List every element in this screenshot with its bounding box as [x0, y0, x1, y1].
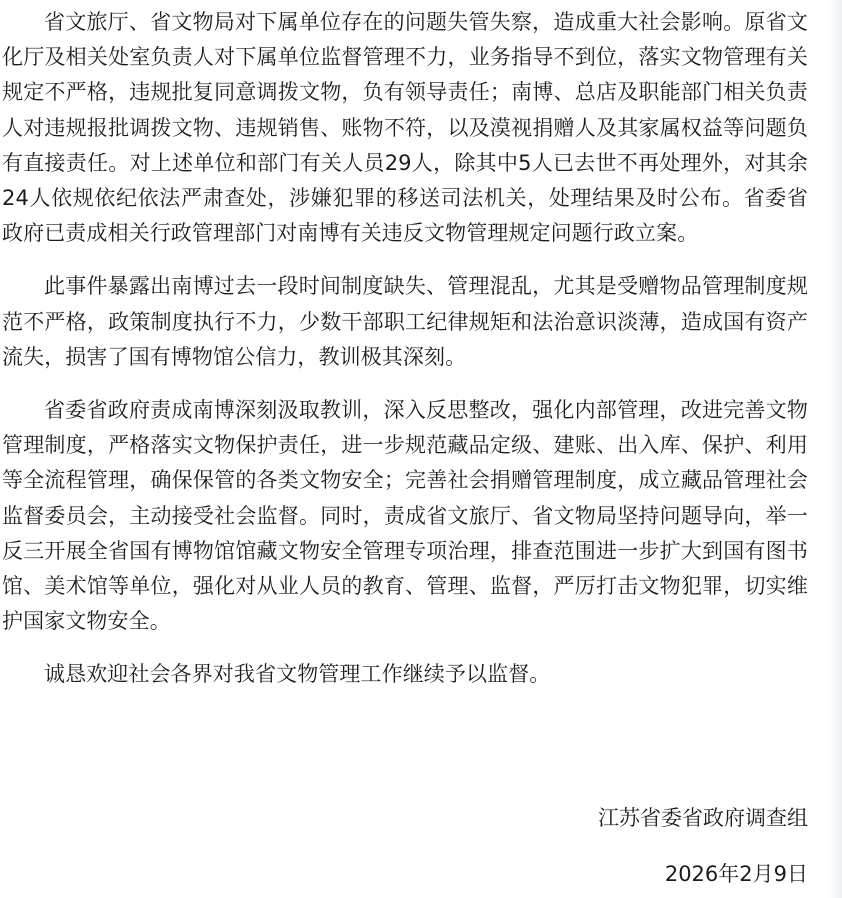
paragraph-lessons: 此事件暴露出南博过去一段时间制度缺失、管理混乱，尤其是受赠物品管理制度规范不严格，政策制度执行不力，少数干部职工纪律规矩和法治意识淡薄，造成国有资产流失，损害了国有博物馆公信力，教训极其深刻。: [2, 274, 808, 369]
paragraph-rectification: 省委省政府责成南博深刻汲取教训，深入反思整改，强化内部管理，改进完善文物管理制度，严格落实文物保护责任，进一步规范藏品定级、建账、出入库、保护、利用等全流程管理，确保保管的各类文物安全；完善社会捐赠管理制度，成立藏品管理社会监督委员会，主动接受社会监督。同时，责成省文旅厅、省文物局坚持问题导向，举一反三开展全省国有博物馆馆藏文物安全管理专项治理，排查范围进一步扩大到国有图书馆、美术馆等单位，强化对从业人员的教育、管理、监督，严厉打击文物犯罪，切实维护国家文物安全。: [2, 398, 808, 634]
document-date: 2026年2月9日: [664, 862, 808, 886]
document-body: [2, 5, 808, 713]
page-edge-shadow: [826, 0, 842, 898]
paragraph-accountability: 省文旅厅、省文物局对下属单位存在的问题失管失察，造成重大社会影响。原省文化厅及相关处室负责人对下属单位监督管理不力，业务指导不到位，落实文物管理有关规定不严格，违规批复同意调拨文物，负有领导责任；南博、总店及职能部门相关负责人对违规报批调拨文物、违规销售、账物不符，以及漠视捐赠人及其家属权益等问题负有直接责任。对上述单位和部门有关人员29人，除其中5人已去世不再处理外，对其余24人依规依纪依法严肃查处，涉嫌犯罪的移送司法机关，处理结果及时公布。省委省政府已责成相关行政管理部门对南博有关违反文物管理规定问题行政立案。: [2, 10, 808, 246]
paragraph-supervision-invite: 诚恳欢迎社会各界对我省文物管理工作继续予以监督。: [44, 662, 551, 687]
signature: 江苏省委省政府调查组: [598, 806, 808, 830]
